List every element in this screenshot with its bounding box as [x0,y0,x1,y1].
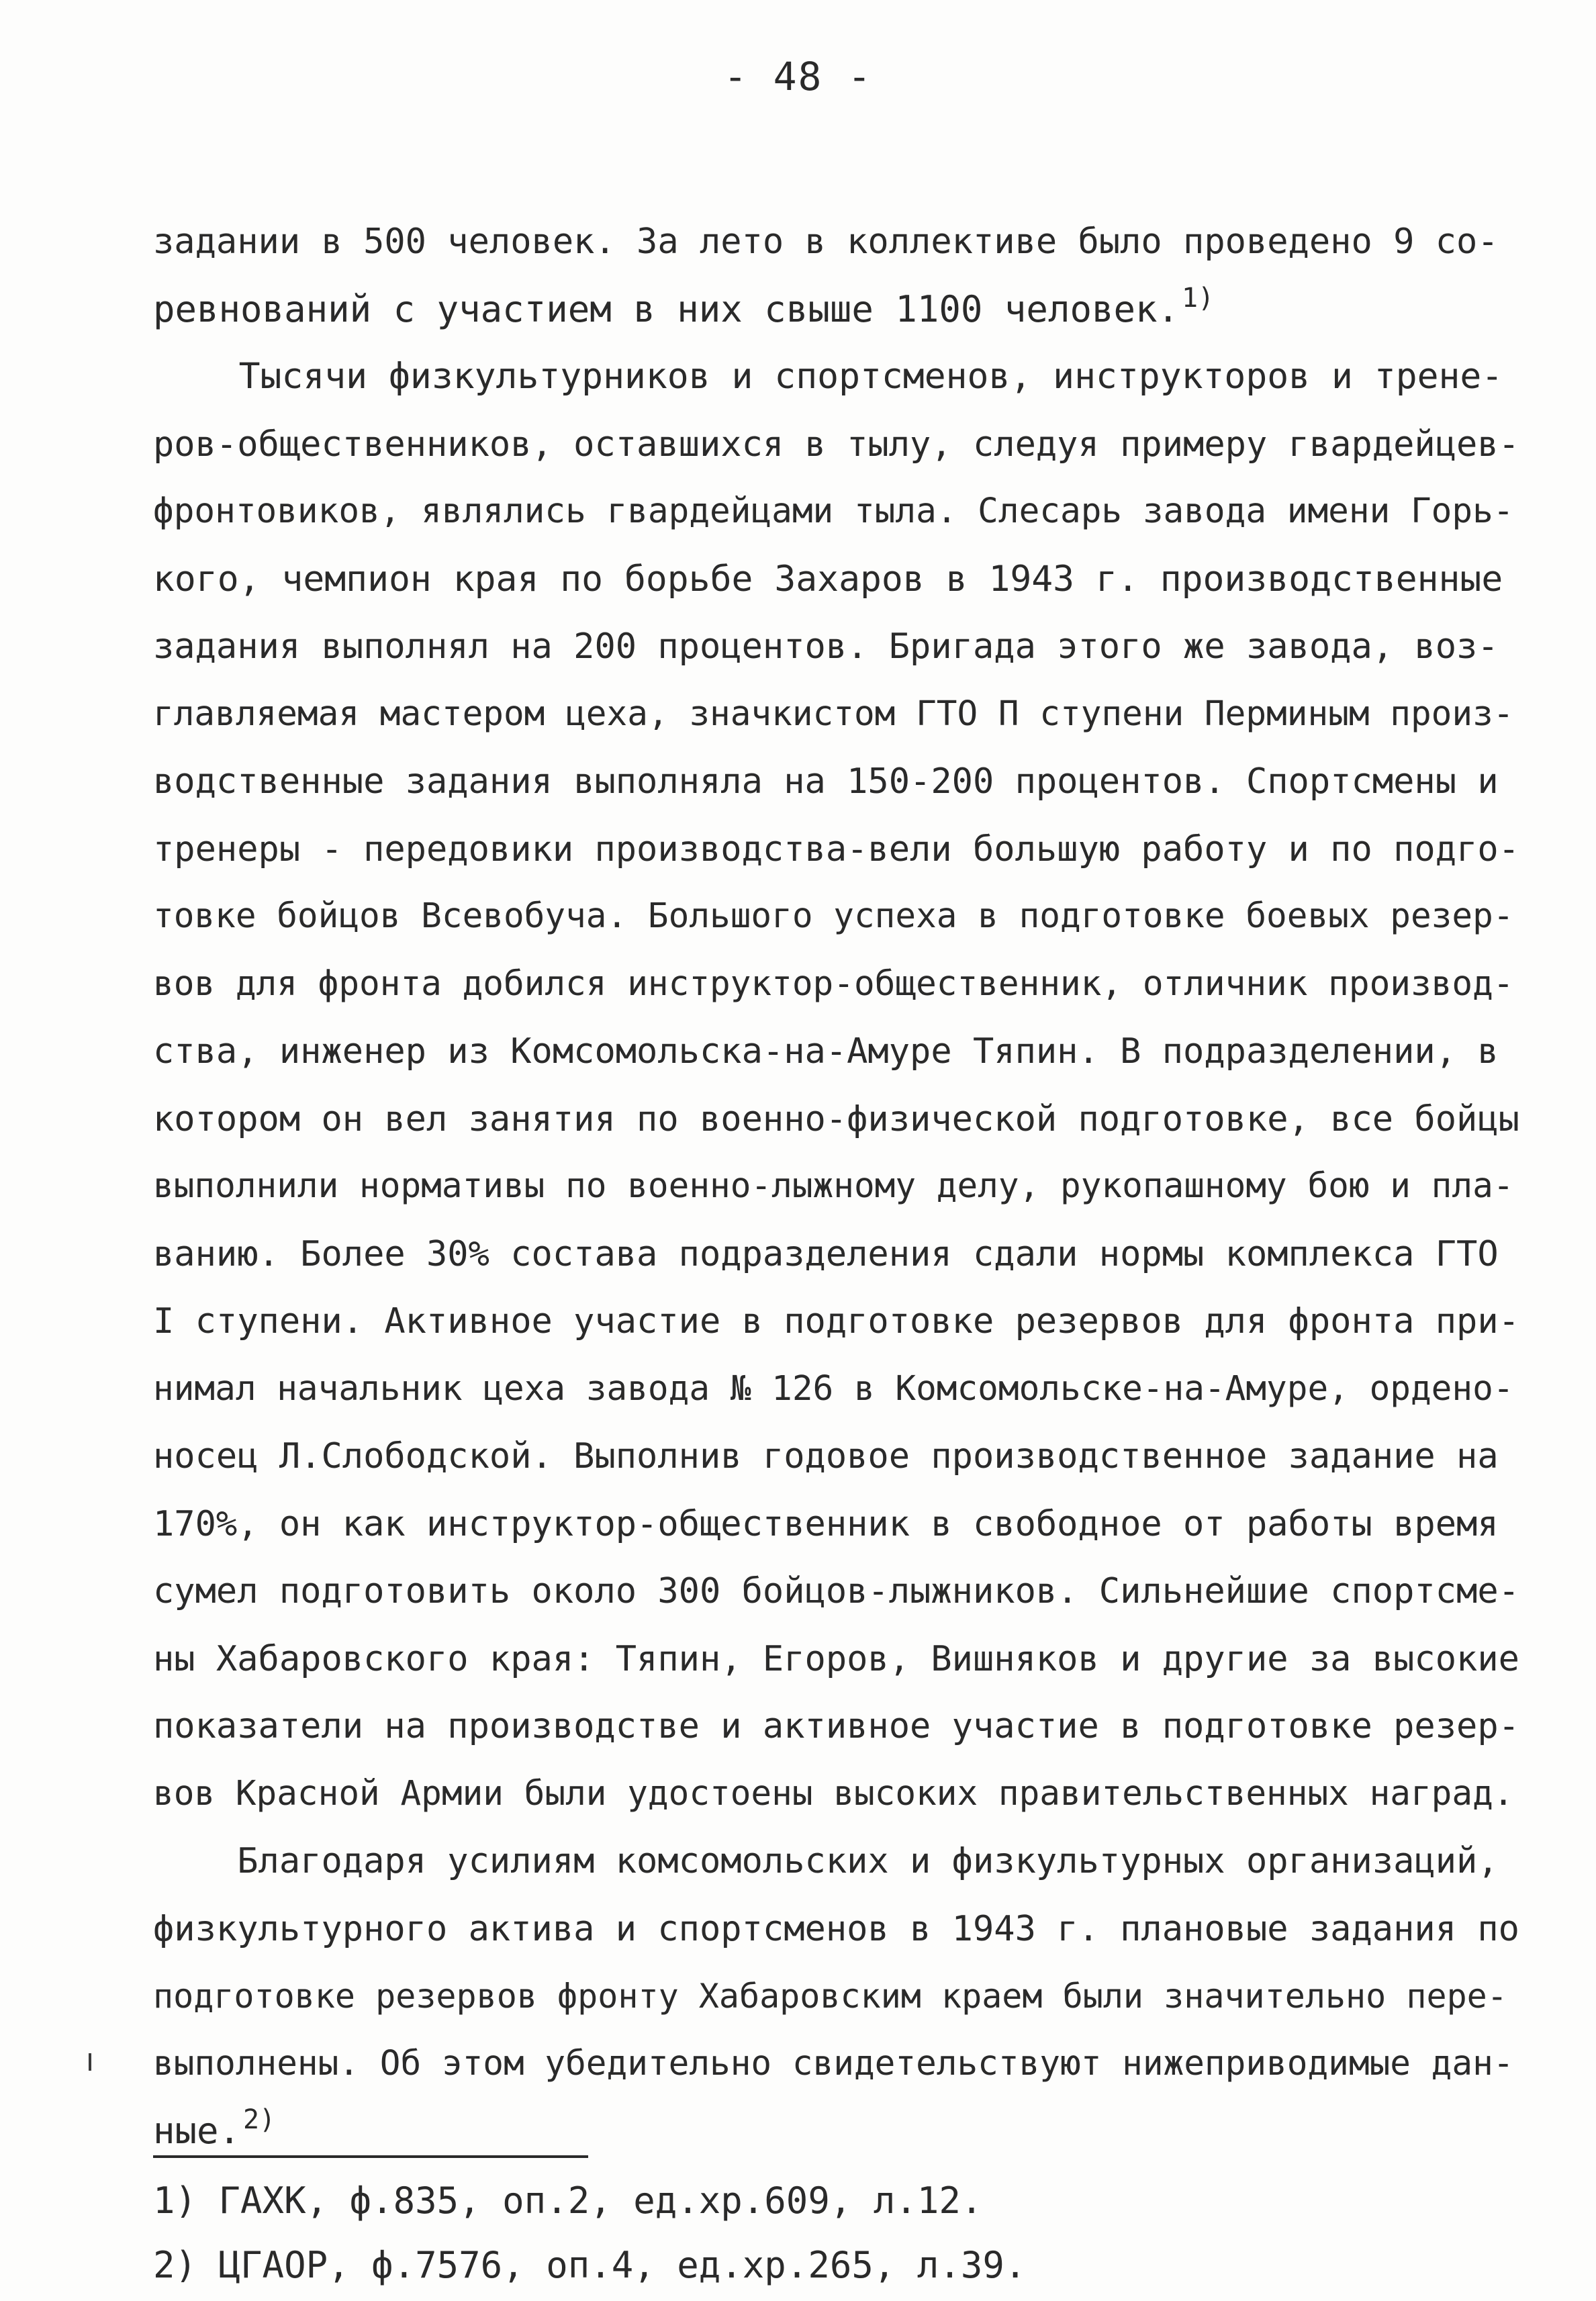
text-line [153,1693,1523,1760]
footnote: 2) ЦГАОР, ф.7576, оп.4, ед.хр.265, л.39. [153,2244,1027,2286]
line-text: ны Хабаровского края: Тяпин, Егоров, Вишняков и другие за высокие [153,1638,1519,1679]
page-number: - 48 - [723,54,873,99]
line-text: I ступени. Активное участие в подготовке резервов для фронта при- [153,1301,1519,1342]
line-text: ные. [153,2110,241,2152]
text-line [153,951,1523,1019]
text-line [153,478,1523,546]
footnote-separator [153,2155,588,2158]
footnotes [153,2169,1227,2298]
line-text: ства, инженер из Комсомольска-на-Амуре Тяпин. В подразделении, в [153,1031,1499,1072]
text-line [153,1356,1523,1423]
line-text: задании в 500 человек. За лето в коллективе было проведено 9 со- [153,222,1499,262]
margin-mark [89,2053,91,2071]
text-line [153,883,1523,951]
line-text: 170%, он как инструктор-общественник в свободное от работы время [153,1503,1499,1544]
line-text: задания выполнял на 200 процентов. Бригада этого же завода, воз- [153,626,1499,667]
line-text: сумел подготовить около 300 бойцов-лыжников. Сильнейшие спортсме- [153,1571,1519,1611]
text-line [153,748,1523,816]
text-line [153,1288,1523,1356]
line-text: ров-общественников, оставшихся в тылу, следуя примеру гвардейцев- [153,424,1519,465]
text-line [153,208,1523,276]
line-text: показатели на производстве и активное участие в подготовке резер- [153,1706,1519,1746]
text-line [153,1086,1523,1154]
text-line [153,613,1523,681]
line-text: подготовке резервов фронту Хабаровским краем были значительно пере- [153,1977,1507,2016]
text-line [153,1828,1523,1895]
line-text: нимал начальник цеха завода № 126 в Комсомольске-на-Амуре, ордено- [153,1368,1514,1409]
footnote-reference: 2) [243,2104,276,2135]
footnote: 1) ГАХК, ф.835, оп.2, ед.хр.609, л.12. [153,2179,983,2222]
line-text: выполнили нормативы по военно-лыжному делу, рукопашному бою и пла- [153,1166,1514,1206]
line-text: Тысячи физкультурников и спортсменов, инструкторов и трене- [153,356,1503,397]
text-line [153,1626,1523,1693]
text-line [153,1558,1523,1626]
text-line [153,1423,1523,1491]
text-line [153,1760,1523,1828]
line-text: главляемая мастером цеха, значкистом ГТО П ступени Перминым произ- [153,694,1514,734]
line-text: кого, чемпион края по борьбе Захаров в 1943 г. производственные [153,558,1503,600]
line-text: фронтовиков, являлись гвардейцами тыла. Слесарь завода имени Горь- [153,491,1514,531]
line-text: Благодаря усилиям комсомольских и физкультурных организаций, [153,1841,1499,1881]
line-text: носец Л.Слободской. Выполнив годовое производственное задание на [153,1436,1499,1476]
text-line [153,1895,1523,1963]
line-text: тренеры - передовики производства-вели большую работу и по подго- [153,829,1519,870]
line-text: ванию. Более 30% состава подразделения сдали нормы комплекса ГТО [153,1233,1499,1274]
footnote-reference: 1) [1182,282,1215,314]
text-line [153,343,1523,411]
text-line [153,2030,1523,2098]
body-text [153,208,1523,2165]
line-text: котором он вел занятия по военно-физической подготовке, все бойцы [153,1098,1519,1139]
text-line [153,1153,1523,1221]
line-text: вов для фронта добился инструктор-общественник, отличник производ- [153,964,1514,1004]
line-text: водственные задания выполняла на 150-200 процентов. Спортсмены и [153,761,1499,802]
line-text: ревнований с участием в них свыше 1100 человек. [153,287,1180,330]
text-line [153,816,1523,884]
text-line [153,1221,1523,1288]
line-text: физкультурного актива и спортсменов в 1943 г. плановые задания по [153,1908,1519,1949]
text-line [153,1018,1523,1086]
text-line [153,681,1523,749]
text-line [153,1963,1523,2030]
text-line [153,1491,1523,1558]
line-text: выполнены. Об этом убедительно свидетельствуют нижеприводимые дан- [153,2043,1514,2083]
line-text: вов Красной Армии были удостоены высоких правительственных наград. [153,1773,1514,1814]
text-line [153,411,1523,479]
text-line [153,276,1523,344]
line-text: товке бойцов Всевобуча. Большого успеха в подготовке боевых резер- [153,896,1514,936]
text-line [153,546,1523,614]
